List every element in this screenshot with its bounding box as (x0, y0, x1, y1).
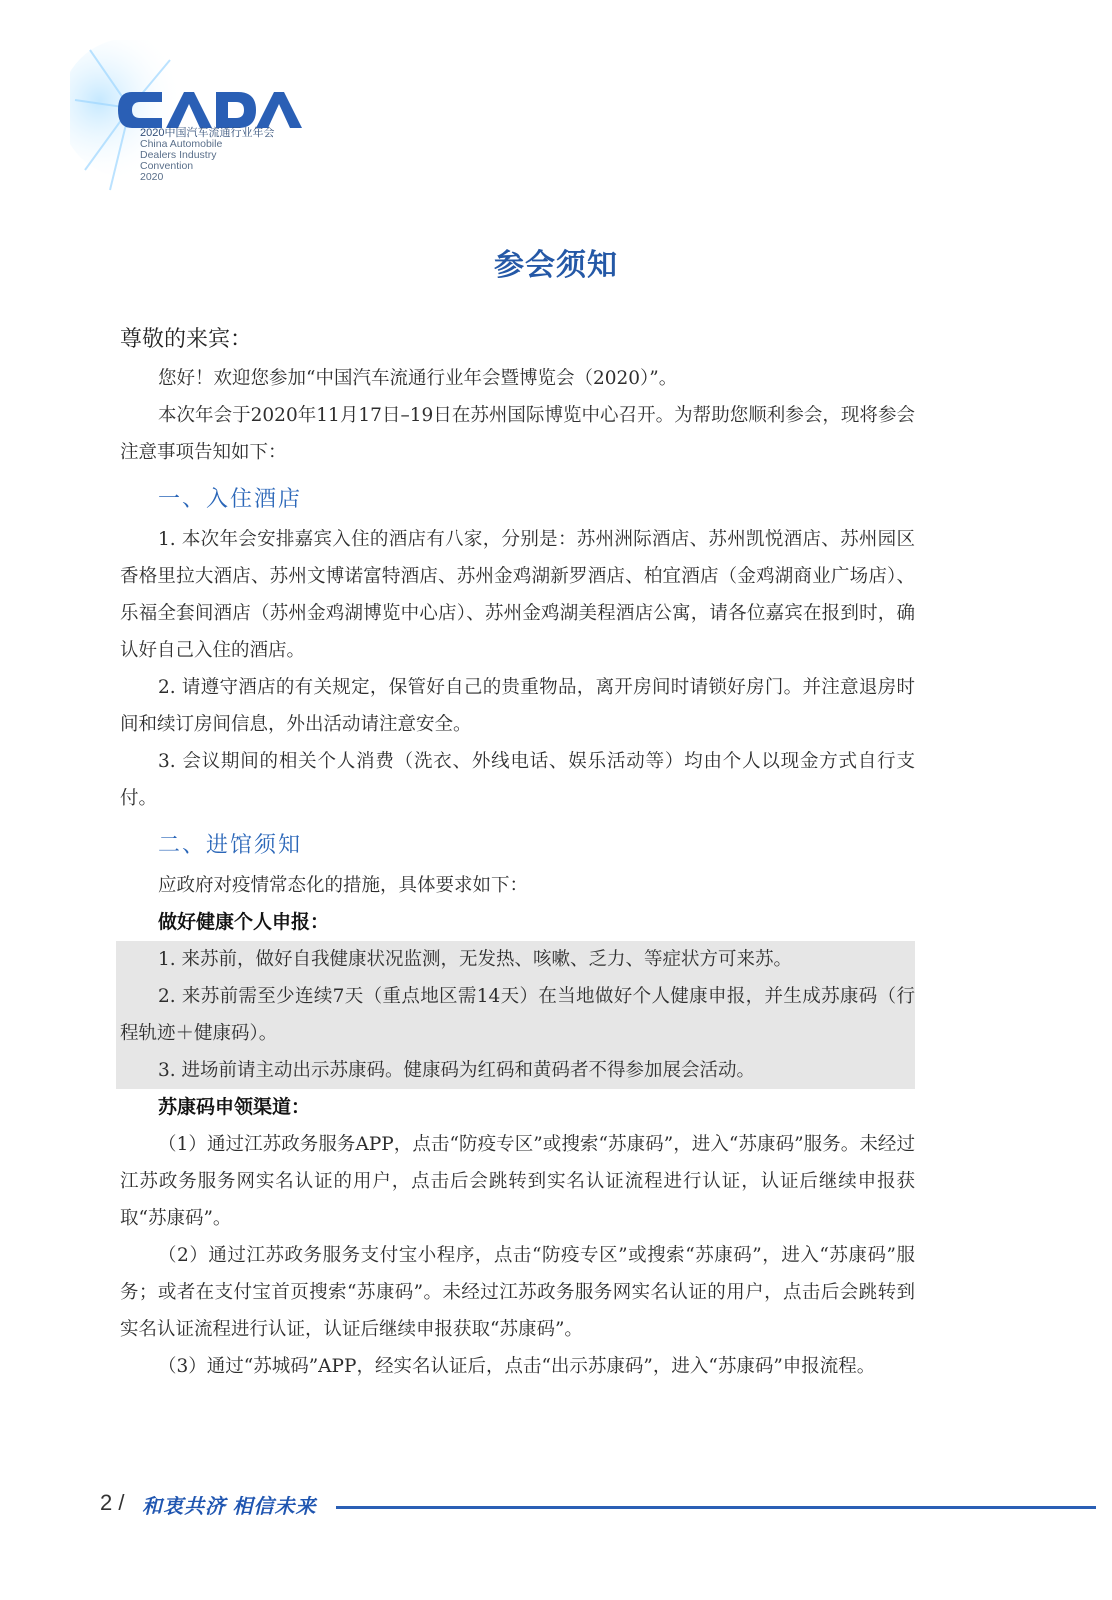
logo-caption-en1: China Automobile (140, 138, 223, 150)
channel-item-3: （3）通过“苏城码”APP，经实名认证后，点击“出示苏康码”，进入“苏康码”申报流程。 (158, 1356, 876, 1377)
health-item-2: 2. 来苏前需至少连续7天（重点地区需14天）在当地做好个人健康申报，并生成苏康码（行程轨迹＋健康码）。 (120, 986, 915, 1044)
channel-item-1: （1）通过江苏政务服务APP，点击“防疫专区”或搜索“苏康码”，进入“苏康码”服务。未经过江苏政务服务网实名认证的用户，点击后会跳转到实名认证流程进行认证，认证后继续申报获取“苏康码”。 (120, 1134, 915, 1229)
logo-caption-en3: Convention (140, 160, 194, 172)
hotel-item-2: 2. 请遵守酒店的有关规定，保管好自己的贵重物品，离开房间时请锁好房门。并注意退房时间和续订房间信息，外出活动请注意安全。 (120, 677, 915, 735)
subheading-code-channels: 苏康码申领渠道： (158, 1097, 311, 1118)
channel-item-2: （2）通过江苏政务服务支付宝小程序，点击“防疫专区”或搜索“苏康码”，进入“苏康码”服务；或者在支付宝首页搜索“苏康码”。未经过江苏政务服务网实名认证的用户，点击后会跳转到实名认证流程进行认证，认证后继续申报获取“苏康码”。 (120, 1245, 915, 1340)
hotel-item-1: 1. 本次年会安排嘉宾入住的酒店有八家，分别是：苏州洲际酒店、苏州凯悦酒店、苏州园区香格里拉大酒店、苏州文博诺富特酒店、苏州金鸡湖新罗酒店、柏宜酒店（金鸡湖商业广场店）、乐福全套间酒店（苏州金鸡湖博览中心店）、苏州金鸡湖美程酒店公寓，请各位嘉宾在报到时，确认好自己入住的酒店。 (120, 529, 915, 661)
footer-slogan: 和衷共济 相信未来 (142, 1496, 317, 1518)
section-heading-hotel: 一、入住酒店 (158, 487, 303, 512)
document-body (120, 360, 915, 1385)
greeting: 尊敬的来宾： (120, 327, 253, 352)
cada-logo (70, 40, 310, 200)
svg-text:CADA: CADA (126, 110, 129, 111)
page-title: 参会须知 (494, 248, 618, 283)
logo-caption-year: 2020 (140, 171, 164, 183)
health-item-3: 3. 进场前请主动出示苏康码。健康码为红码和黄码者不得参加展会活动。 (158, 1060, 756, 1081)
section-heading-entry: 二、进馆须知 (158, 833, 303, 858)
intro-paragraph-2: 本次年会于2020年11月17日–19日在苏州国际博览中心召开。为帮助您顺利参会，现将参会注意事项告知如下： (120, 405, 915, 463)
intro-paragraph-1: 您好！欢迎您参加“中国汽车流通行业年会暨博览会（2020）”。 (158, 368, 678, 389)
page-footer (100, 1490, 1112, 1530)
logo-caption-cn: 2020中国汽车流通行业年会 (140, 127, 275, 139)
footer-rule (336, 1506, 1096, 1509)
subheading-health-report: 做好健康个人申报： (158, 912, 330, 933)
health-requirements-box (116, 941, 915, 1089)
hotel-item-3: 3. 会议期间的相关个人消费（洗衣、外线电话、娱乐活动等）均由个人以现金方式自行支付。 (120, 751, 915, 809)
logo-caption-en2: Dealers Industry (140, 149, 217, 161)
logo-caption (140, 128, 274, 183)
entry-lead: 应政府对疫情常态化的措施，具体要求如下： (158, 875, 529, 896)
page-number: 2 / (100, 1490, 125, 1515)
health-item-1: 1. 来苏前，做好自我健康状况监测，无发热、咳嗽、乏力、等症状方可来苏。 (158, 949, 793, 970)
